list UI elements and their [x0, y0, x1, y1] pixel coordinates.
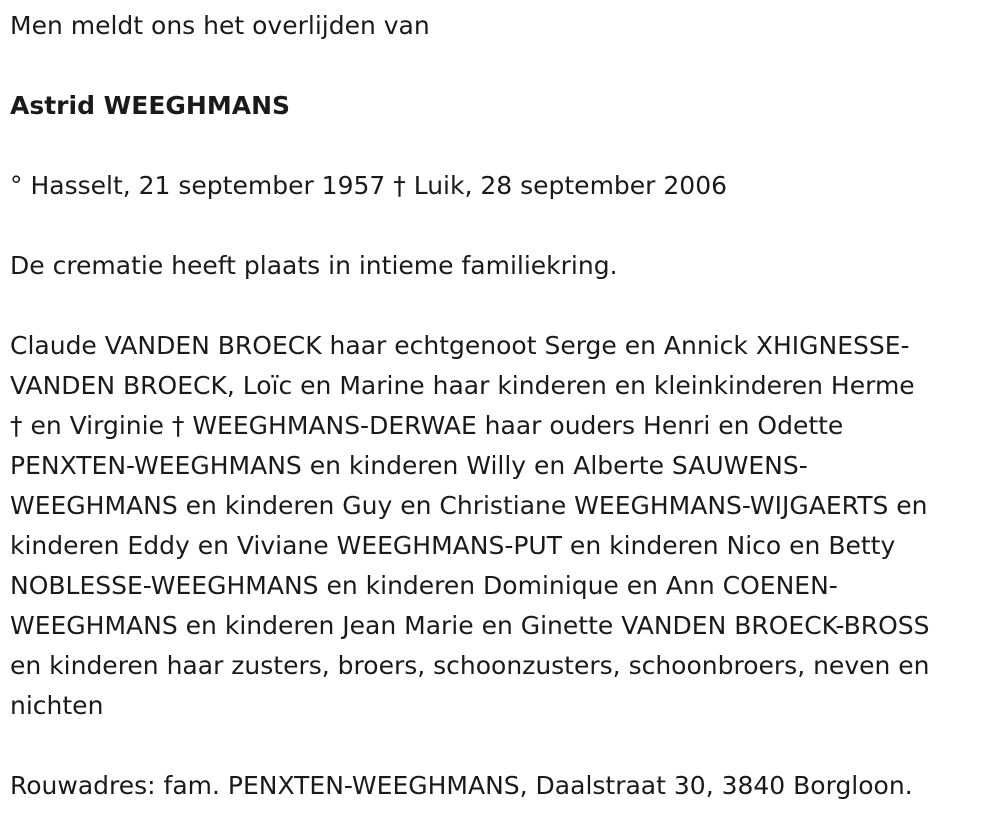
mourning-address: Rouwadres: fam. PENXTEN-WEEGHMANS, Daalstraat 30, 3840 Borgloon. [10, 771, 913, 800]
family-list [10, 326, 1000, 726]
notice-intro: Men meldt ons het overlijden van [10, 11, 430, 40]
family-line: VANDEN BROECK, Loïc en Marine haar kinderen en kleinkinderen Herme [10, 371, 915, 400]
deceased-name: Astrid WEEGHMANS [10, 91, 291, 120]
family-line: Claude VANDEN BROECK haar echtgenoot Serge en Annick XHIGNESSE- [10, 331, 910, 360]
family-line: PENXTEN-WEEGHMANS en kinderen Willy en Alberte SAUWENS- [10, 451, 808, 480]
family-line: kinderen Eddy en Viviane WEEGHMANS-PUT en kinderen Nico en Betty [10, 531, 896, 560]
family-line: † en Virginie † WEEGHMANS-DERWAE haar ouders Henri en Odette [10, 411, 844, 440]
birth-death-dates: ° Hasselt, 21 september 1957 † Luik, 28 september 2006 [10, 171, 728, 200]
family-line: en kinderen haar zusters, broers, schoonzusters, schoonbroers, neven en [10, 651, 930, 680]
family-line: nichten [10, 691, 104, 720]
family-line: WEEGHMANS en kinderen Jean Marie en Ginette VANDEN BROECK-BROSS [10, 611, 930, 640]
cremation-notice: De crematie heeft plaats in intieme familiekring. [10, 251, 618, 280]
family-line: WEEGHMANS en kinderen Guy en Christiane WEEGHMANS-WIJGAERTS en [10, 491, 928, 520]
family-line: NOBLESSE-WEEGHMANS en kinderen Dominique en Ann COENEN- [10, 571, 838, 600]
